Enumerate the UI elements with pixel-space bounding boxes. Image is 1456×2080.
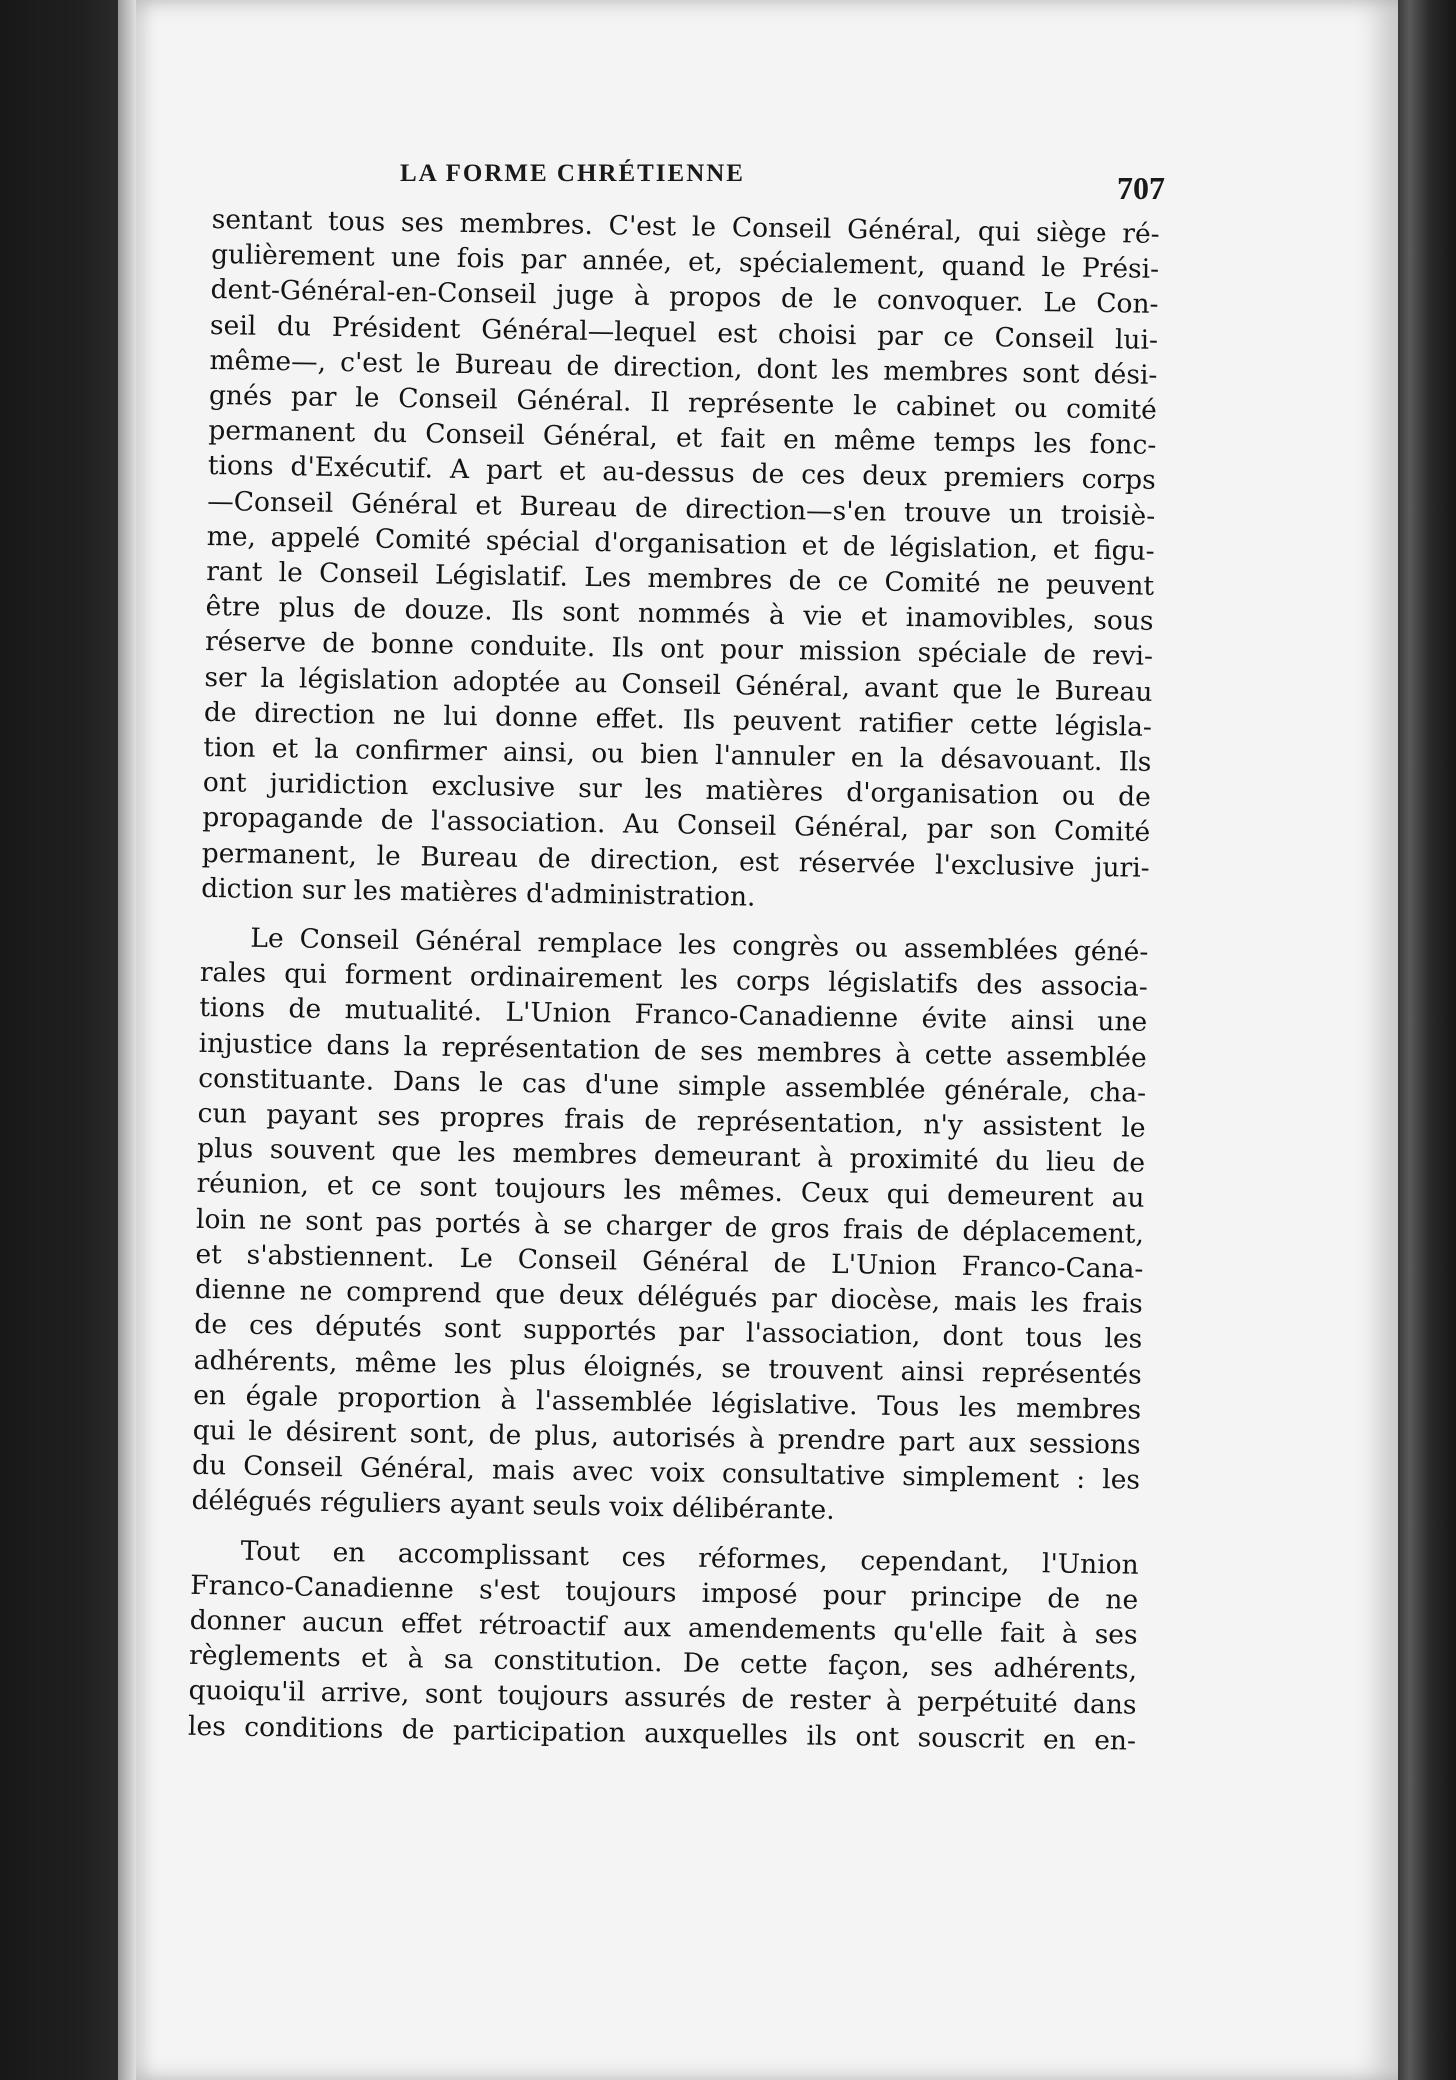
text-line: de direction ne lui donne effet. Ils peuvent ratifier cette législa- — [203, 696, 1153, 743]
text-line: —Conseil Général et Bureau de direction—s'en trouve un troisiè- — [207, 485, 1156, 532]
text-line: loin ne sont pas portés à se charger de gros frais de déplacement, — [195, 1203, 1145, 1250]
text-line: du Conseil Général, mais avec voix consultative simplement : les — [191, 1449, 1141, 1496]
text-line: tions de mutualité. L'Union Franco-Canadienne évite ainsi une — [199, 992, 1148, 1039]
text-line: quoiqu'il arrive, sont toujours assurés de rester à perpétuité dans — [188, 1675, 1137, 1722]
text-line: ont juridiction exclusive sur les matières d'organisation ou de — [202, 767, 1152, 814]
page-number: 707 — [1117, 170, 1165, 206]
text-line: en égale proportion à l'assemblée législative. Tous les membres — [193, 1379, 1142, 1426]
text-line: me, appelé Comité spécial d'organisation et de législation, et figu- — [206, 520, 1155, 567]
text-line: Franco-Canadienne s'est toujours imposé pour principe de ne — [190, 1569, 1139, 1616]
text-line: être plus de douze. Ils sont nommés à vie et inamovibles, sous — [205, 591, 1154, 638]
paragraph-2 — [191, 920, 1148, 1533]
text-line: dienne ne comprend que deux délégués par diocèse, mais les frais — [194, 1273, 1144, 1320]
text-line: de ces députés sont supportés par l'association, dont tous les — [194, 1309, 1143, 1356]
text-line: gnés par le Conseil Général. Il représente le cabinet ou comité — [208, 379, 1158, 426]
text-line: propagande de l'association. Au Conseil Général, par son Comité — [202, 802, 1151, 849]
text-line: règlements et à sa constitution. De cette façon, ses adhérents, — [188, 1639, 1138, 1686]
text-line: permanent, le Bureau de direction, est réservée l'exclusive juri- — [201, 837, 1150, 884]
text-line: rales qui forment ordinairement les corps législatifs des associa- — [199, 957, 1149, 1004]
text-line: dent-Général-en-Conseil juge à propos de le convoquer. Le Con- — [210, 274, 1159, 321]
text-line: Le Conseil Général remplace les congrès ou assemblées géné- — [250, 922, 1149, 968]
paragraph-3 — [188, 1532, 1139, 1758]
text-line: les conditions de participation auxquelles ils ont souscrit en en- — [187, 1710, 1137, 1757]
text-line: seil du Président Général—lequel est choisi par ce Conseil lui- — [209, 309, 1159, 356]
text-line: injustice dans la représentation de ses membres à cette assemblée — [198, 1027, 1147, 1074]
text-line: permanent du Conseil Général, et fait en même temps les fonc- — [208, 415, 1157, 462]
paragraph-1 — [201, 202, 1160, 921]
text-line: Tout en accomplissant ces réformes, cependant, l'Union — [240, 1535, 1139, 1581]
text-line: constituante. Dans le cas d'une simple assemblée générale, cha- — [197, 1062, 1147, 1109]
right-scan-margin — [1398, 0, 1456, 2080]
left-scan-margin — [0, 0, 118, 2080]
text-line: et s'abstiennent. Le Conseil Général de L'Union Franco-Cana- — [195, 1238, 1144, 1285]
text-line: réserve de bonne conduite. Ils ont pour mission spéciale de revi- — [204, 626, 1154, 673]
text-line: qui le désirent sont, de plus, autorisés à prendre part aux sessions — [192, 1414, 1141, 1461]
text-line: gulièrement une fois par année, et, spécialement, quand le Prési- — [210, 239, 1160, 286]
text-line: tions d'Exécutif. A part et au-dessus de ces deux premiers corps — [207, 450, 1156, 497]
text-line: cun payant ses propres frais de représentation, n'y assistent le — [197, 1097, 1146, 1144]
text-line: ser la législation adoptée au Conseil Général, avant que le Bureau — [204, 661, 1153, 708]
text-line: tion et la confirmer ainsi, ou bien l'annuler en la désavouant. Ils — [203, 731, 1152, 778]
text-line: adhérents, même les plus éloignés, se trouvent ainsi représentés — [193, 1344, 1142, 1391]
text-line: plus souvent que les membres demeurant à proximité du lieu de — [196, 1133, 1146, 1180]
text-line: réunion, et ce sont toujours les mêmes. Ceux qui demeurent au — [196, 1168, 1145, 1215]
running-header: LA FORME CHRÉTIENNE — [400, 160, 745, 187]
text-line: sentant tous ses membres. C'est le Conseil Général, qui siège ré- — [211, 203, 1160, 250]
text-line: donner aucun effet rétroactif aux amendements qu'elle fait à ses — [189, 1604, 1138, 1651]
text-line: rant le Conseil Législatif. Les membres de ce Comité ne peuvent — [205, 555, 1155, 602]
text-line: diction sur les matières d'administration. — [200, 872, 756, 913]
body-text — [188, 202, 1160, 1758]
text-line: même—, c'est le Bureau de direction, dont les membres sont dési- — [209, 344, 1158, 391]
facing-page-edge — [118, 0, 138, 2080]
text-line: délégués réguliers ayant seuls voix délibérante. — [191, 1485, 835, 1527]
